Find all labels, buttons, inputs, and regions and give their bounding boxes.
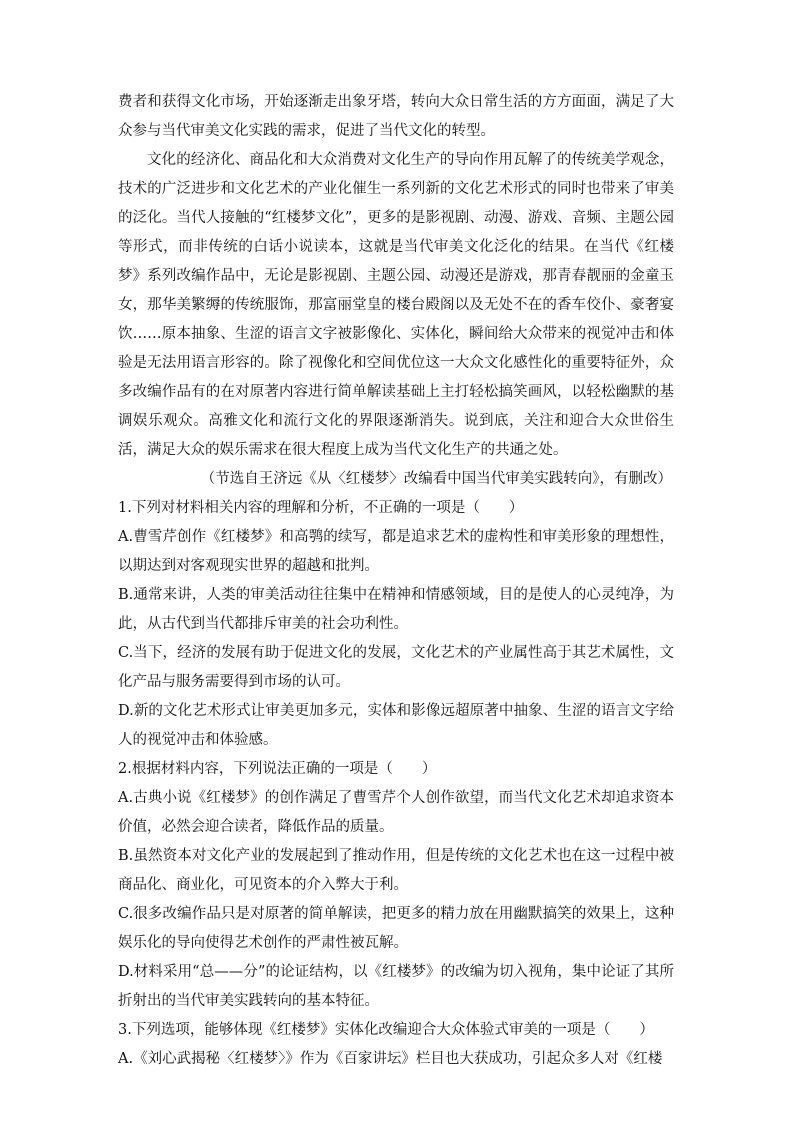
- question-stem: 3.下列选项，能够体现《红楼梦》实体化改编迎合大众体验式审美的一项是（ ）: [118, 1022, 654, 1038]
- passage-paragraph-2: 文化的经济化、商品化和大众消费对文化生产的导向作用瓦解了的传统美学观念，技术的广泛进步和文化艺术的产业化催生一系列新的文化艺术形式的同时也带来了审美的泛化。当代人接触的“红楼梦文化”，更多的是影视剧、动漫、游戏、音频、主题公园等形式，而非传统的白话小说读本，这就是当代审美文化泛化的结果。在当代《红楼梦》系列改编作品中，无论是影视剧、主题公园、动漫还是游戏，那青春靓丽的金童玉女，那华美繁缛的传统服饰，那富丽堂皇的楼台殿阁以及无处不在的香车佼仆、豪奢宴饮……原本抽象、生涩的语言文字被影像化、实体化，瞬间给大众带来的视觉冲击和体验是无法用语言形容的。除了视像化和空间优位这一大众文化感性化的重要特征外，众多改编作品有的在对原著内容进行简单解读基础上主打轻松搞笑画风，以轻松幽默的基调娱乐观众。高雅文化和流行文化的界限逐渐消失。说到底，关注和迎合大众世俗生活，满足大众的娱乐需求在很大程度上成为当代文化生产的共通之处。: [118, 152, 674, 458]
- option-a: A.曹雪芹创作《红楼梦》和高鹗的续写，都是追求艺术的虚构性和审美形象的理想性，以期达到对客观现实世界的超越和批判。: [118, 529, 674, 574]
- option-b: B.虽然资本对文化产业的发展起到了推动作用，但是传统的文化艺术也在这一过程中被商品化、商业化，可见资本的介入弊大于利。: [118, 848, 674, 893]
- passage-source: （节选自王济远《从〈红楼梦〉改编看中国当代审美实践转向》，有删改）: [200, 471, 672, 487]
- question-stem: 2.根据材料内容，下列说法正确的一项是（ ）: [118, 761, 437, 777]
- option-c: C.当下，经济的发展有助于促进文化的发展，文化艺术的产业属性高于其艺术属性，文化产品与服务需要得到市场的认可。: [118, 645, 674, 690]
- option-c: C.很多改编作品只是对原著的简单解读，把更多的精力放在用幽默搞笑的效果上，这种娱乐化的导向使得艺术创作的严肃性被瓦解。: [118, 906, 674, 951]
- option-d: D.新的文化艺术形式让审美更加多元，实体和影像远超原著中抽象、生涩的语言文字给人的视觉冲击和体验感。: [118, 703, 674, 748]
- option-a: A.古典小说《红楼梦》的创作满足了曹雪芹个人创作欲望，而当代文化艺术却追求资本价值，必然会迎合读者，降低作品的质量。: [118, 790, 674, 835]
- question-1: [118, 494, 674, 755]
- document-page: [118, 88, 674, 1074]
- question-stem: 1.下列对材料相关内容的理解和分析，不正确的一项是（ ）: [118, 500, 524, 516]
- option-b: B.通常来讲，人类的审美活动往往集中在精神和情感领域，目的是使人的心灵纯净，为此，从古代到当代都排斥审美的社会功利性。: [118, 587, 674, 632]
- option-a: A.《刘心武揭秘〈红楼梦〉》作为《百家讲坛》栏目也大获成功，引起众多人对《红楼: [118, 1051, 663, 1067]
- question-2: [118, 755, 674, 1016]
- option-d: D.材料采用“总——分”的论证结构，以《红楼梦》的改编为切入视角，集中论证了其所折射出的当代审美实践转向的基本特征。: [118, 964, 674, 1009]
- passage-paragraph-1: 费者和获得文化市场，开始逐渐走出象牙塔，转向大众日常生活的方方面面，满足了大众参与当代审美文化实践的需求，促进了当代文化的转型。: [118, 94, 674, 139]
- question-3: [118, 1016, 674, 1074]
